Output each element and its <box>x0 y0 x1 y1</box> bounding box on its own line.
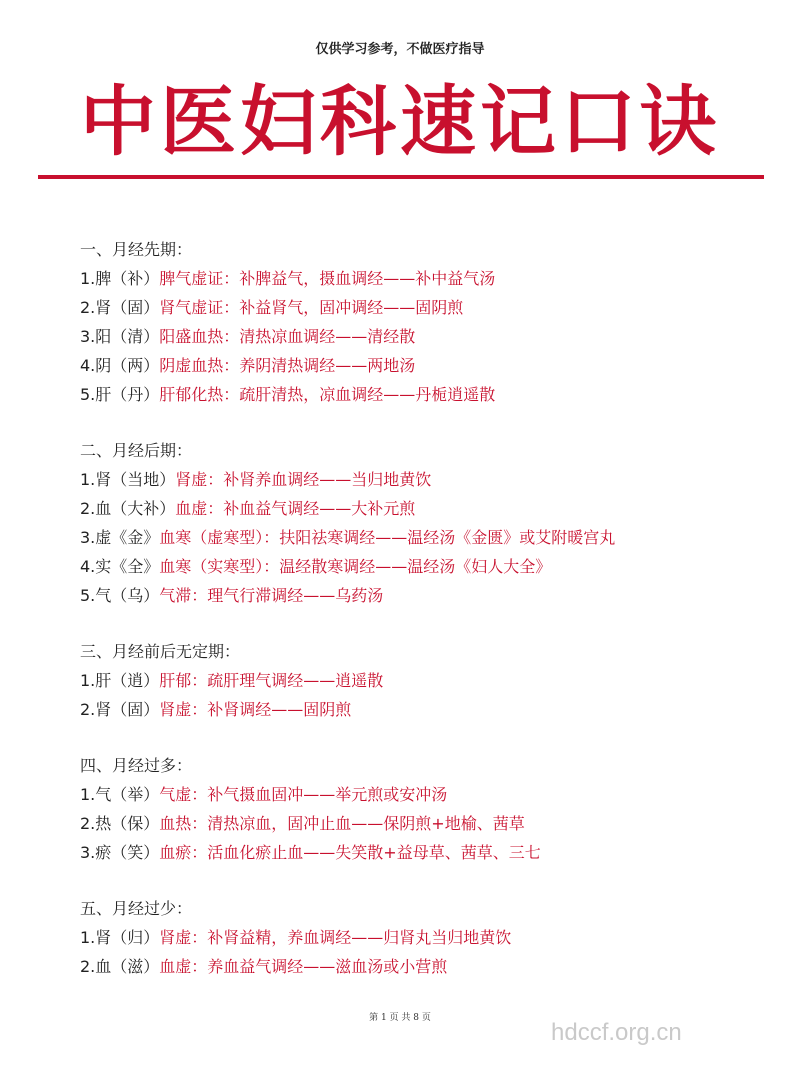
entry-key: 4.阴（两） <box>80 356 160 375</box>
entry-body: 肾虚：补肾益精，养血调经——归肾丸当归地黄饮 <box>159 928 512 947</box>
entry-key: 2.肾（固） <box>80 298 160 317</box>
entry-body: 肝郁：疏肝理气调经——逍遥散 <box>159 671 384 690</box>
section-heading: 二、月经后期： <box>80 441 193 460</box>
entry-row <box>80 293 770 322</box>
page-indicator: 第 1 页 共 8 页 <box>369 1013 431 1023</box>
entry-row <box>80 552 770 581</box>
entry-body: 血热：清热凉血，固冲止血——保阴煎+地榆、茜草 <box>159 814 525 833</box>
entry-key: 1.气（举） <box>80 785 160 804</box>
title-underline <box>38 175 764 179</box>
section <box>80 751 770 867</box>
entry-row <box>80 351 770 380</box>
entry-key: 2.血（滋） <box>80 957 160 976</box>
entry-body: 肝郁化热：疏肝清热，凉血调经——丹栀逍遥散 <box>159 385 496 404</box>
entry-row <box>80 465 770 494</box>
entry-row <box>80 838 770 867</box>
entry-key: 2.热（保） <box>80 814 160 833</box>
entry-body: 肾气虚证：补益肾气，固冲调经——固阴煎 <box>159 298 464 317</box>
entry-key: 1.肾（归） <box>80 928 160 947</box>
entry-row <box>80 581 770 610</box>
entry-key: 3.瘀（笑） <box>80 843 160 862</box>
watermark: hdccf.org.cn <box>551 1019 682 1046</box>
entry-body: 阳盛血热：清热凉血调经——清经散 <box>159 327 416 346</box>
section-heading: 三、月经前后无定期： <box>80 642 241 661</box>
entry-body: 血寒（虚寒型）：扶阳祛寒调经——温经汤《金匮》或艾附暖宫丸 <box>159 528 616 547</box>
entry-row <box>80 666 770 695</box>
entry-key: 5.气（乌） <box>80 586 160 605</box>
entry-key: 4.实《全》 <box>80 557 160 576</box>
entry-body: 血瘀：活血化瘀止血——失笑散+益母草、茜草、三七 <box>159 843 541 862</box>
entry-row <box>80 923 770 952</box>
entry-row <box>80 695 770 724</box>
sections-container <box>80 235 770 1008</box>
entry-key: 2.血（大补） <box>80 499 176 518</box>
section <box>80 637 770 724</box>
entry-key: 1.肾（当地） <box>80 470 176 489</box>
entry-body: 血虚：养血益气调经——滋血汤或小营煎 <box>159 957 448 976</box>
entry-row <box>80 380 770 409</box>
section <box>80 436 770 610</box>
entry-key: 2.肾（固） <box>80 700 160 719</box>
entry-key: 3.虚《金》 <box>80 528 160 547</box>
entry-row <box>80 809 770 838</box>
entry-key: 1.肝（逍） <box>80 671 160 690</box>
entry-row <box>80 523 770 552</box>
section <box>80 894 770 981</box>
section <box>80 235 770 409</box>
entry-row <box>80 952 770 981</box>
entry-key: 3.阳（清） <box>80 327 160 346</box>
entry-body: 气虚：补气摄血固冲——举元煎或安冲汤 <box>159 785 448 804</box>
entry-body: 脾气虚证：补脾益气，摄血调经——补中益气汤 <box>159 269 496 288</box>
section-heading: 五、月经过少： <box>80 899 193 918</box>
entry-body: 肾虚：补肾养血调经——当归地黄饮 <box>175 470 432 489</box>
entry-body: 血虚：补血益气调经——大补元煎 <box>175 499 416 518</box>
entry-key: 1.脾（补） <box>80 269 160 288</box>
entry-body: 阴虚血热：养阴清热调经——两地汤 <box>159 356 416 375</box>
disclaimer-text: 仅供学习参考，不做医疗指导 <box>315 42 485 57</box>
entry-body: 气滞：理气行滞调经——乌药汤 <box>159 586 384 605</box>
entry-body: 血寒（实寒型）：温经散寒调经——温经汤《妇人大全》 <box>159 557 552 576</box>
section-heading: 一、月经先期： <box>80 240 193 259</box>
entry-body: 肾虚：补肾调经——固阴煎 <box>159 700 352 719</box>
page-title: 中医妇科速记口诀 <box>80 77 720 166</box>
entry-row <box>80 780 770 809</box>
entry-row <box>80 322 770 351</box>
section-heading: 四、月经过多： <box>80 756 193 775</box>
entry-row <box>80 494 770 523</box>
entry-row <box>80 264 770 293</box>
entry-key: 5.肝（丹） <box>80 385 160 404</box>
